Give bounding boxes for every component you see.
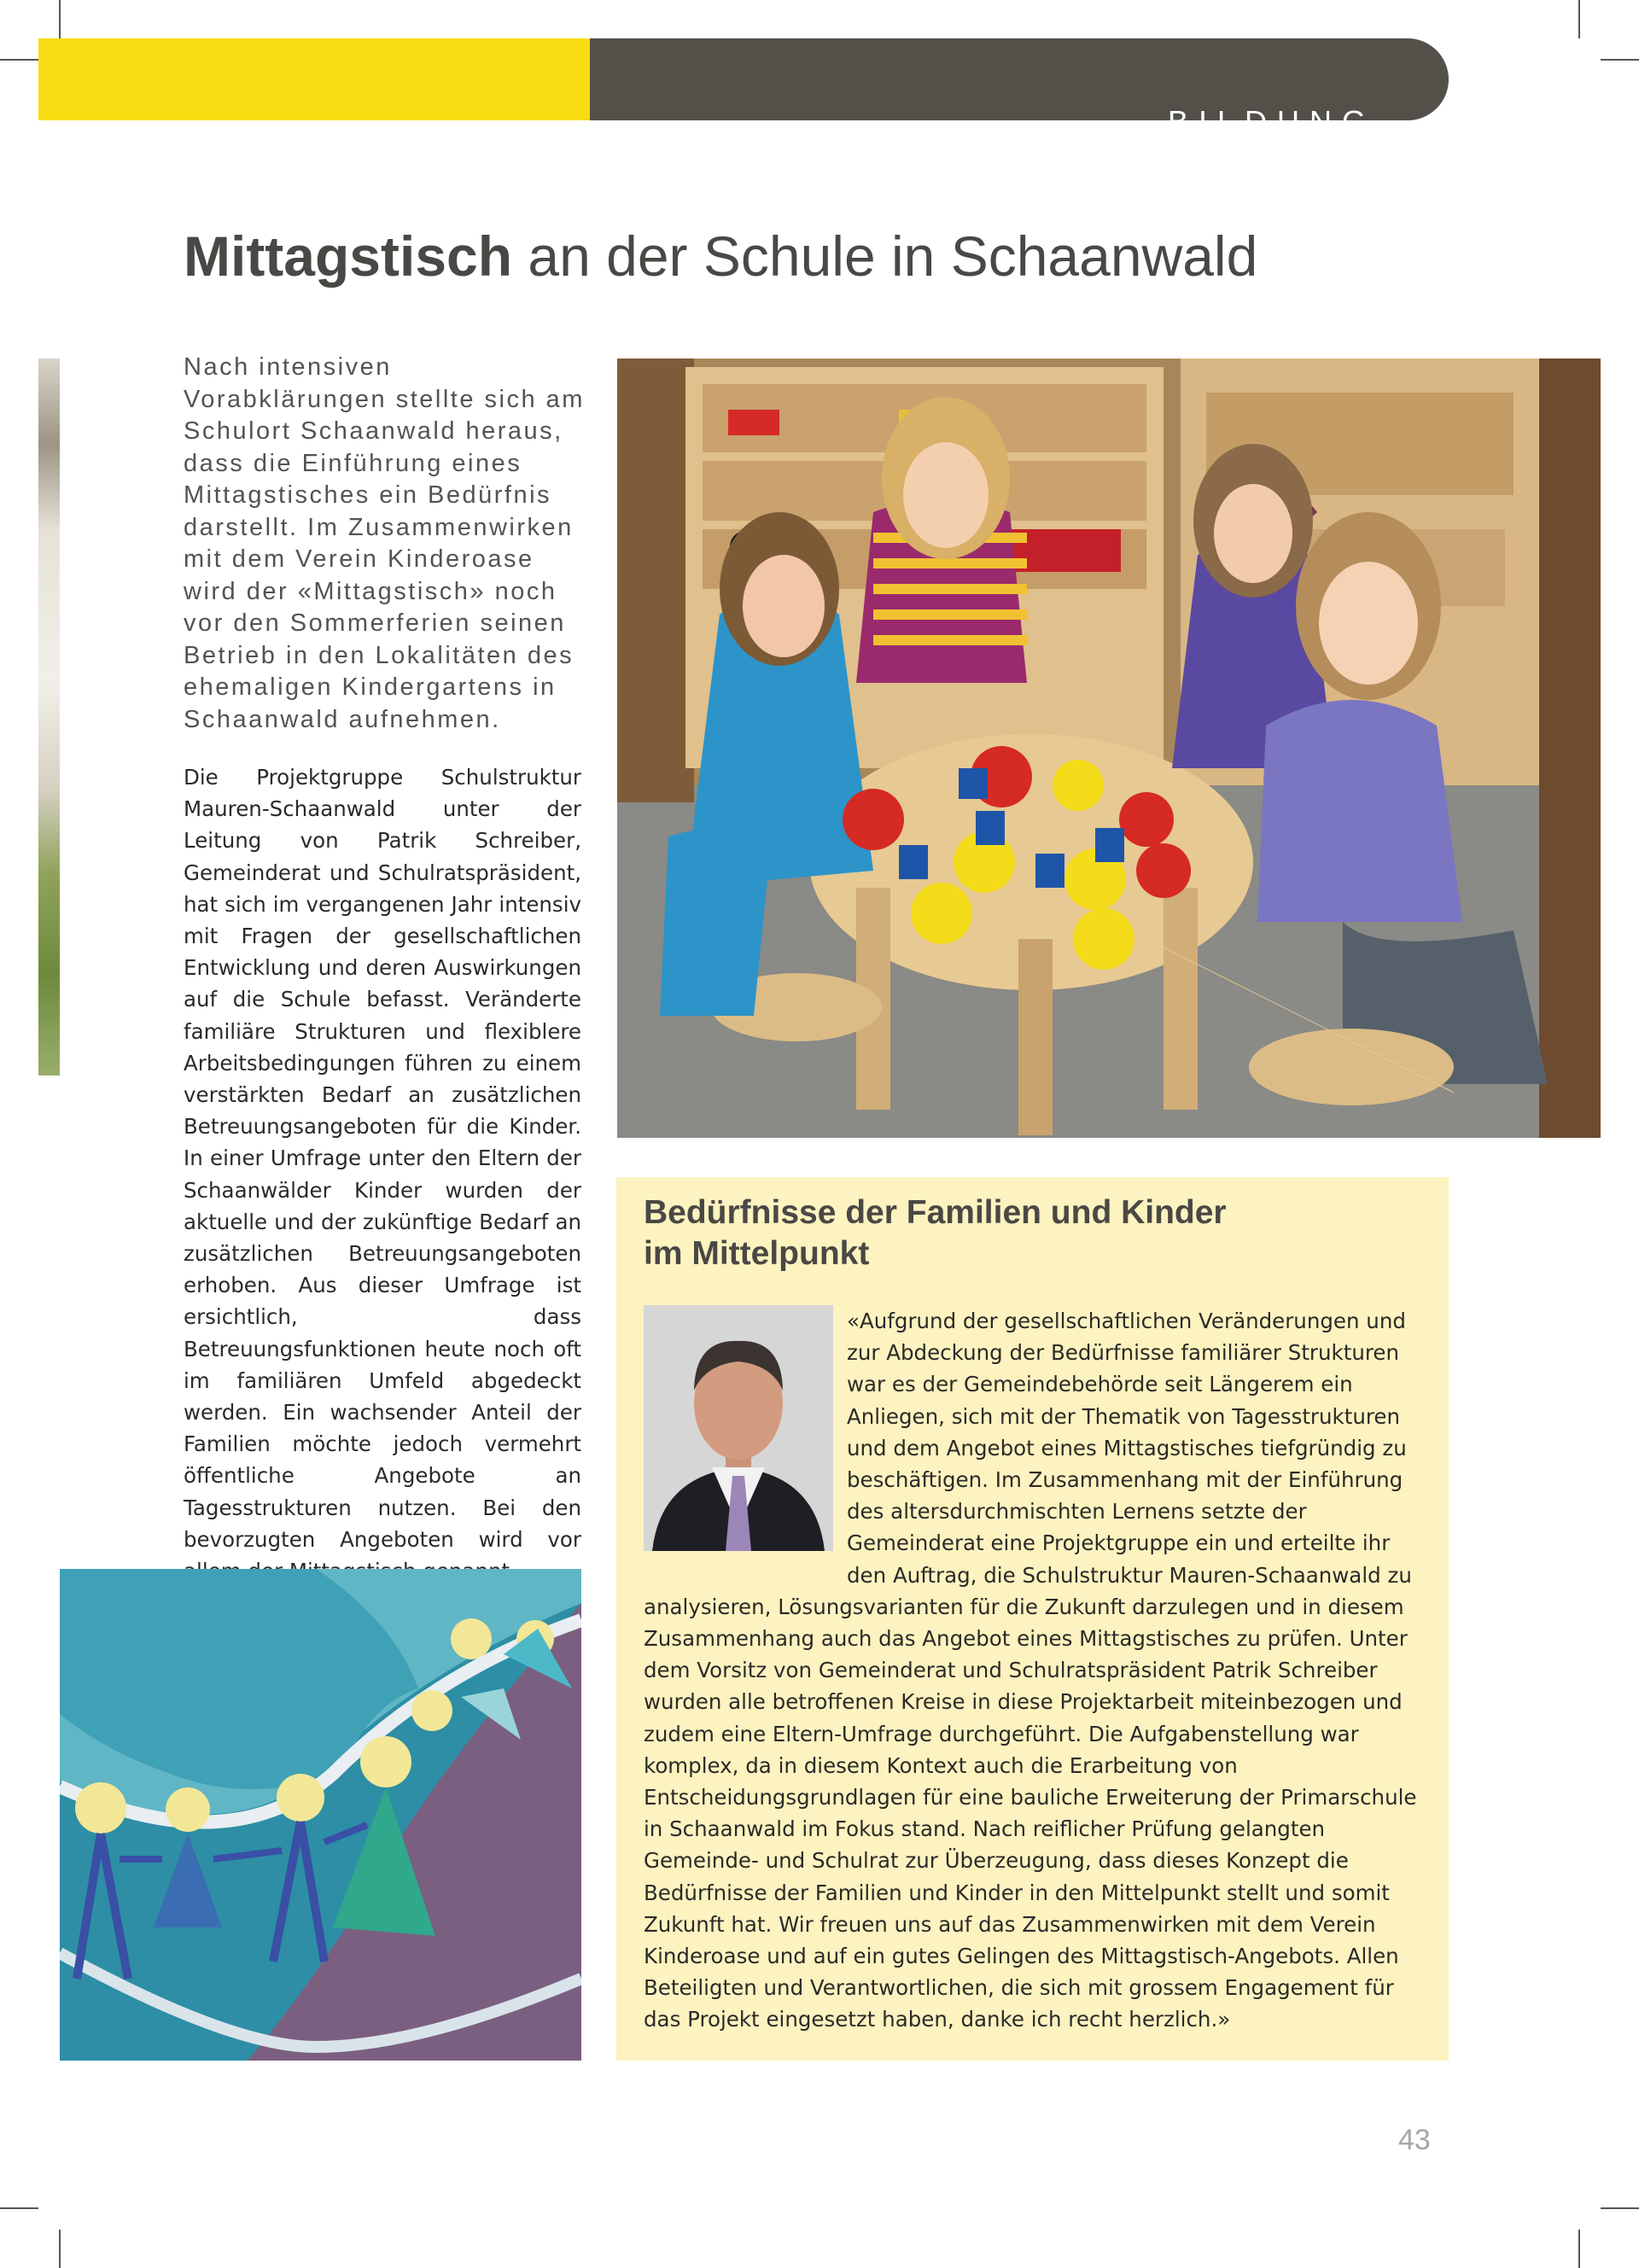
box-title-line2: im Mittelpunkt <box>644 1235 870 1272</box>
page-number: 43 <box>1398 2124 1431 2156</box>
crop-mark <box>1578 2230 1580 2268</box>
crop-mark <box>0 59 38 61</box>
body-paragraph: Die Projektgruppe Schulstruktur Mauren-Schaanwald unter der Leitung von Patrik Schreiber, Gemeinderat und Schulratspräsident, hat sich im vergangenen Jahr intensiv mit Fragen der gesellschaftlichen Entwicklung und deren Auswirkungen auf die Schule befasst. Veränderte familiäre Strukturen und flexiblere Arbeitsbedingungen führen zu einem verstärkten Bedarf an zusätzlichen Betreuungsangeboten für die Kinder. In einer Umfrage unter den Eltern der Schaanwälder Kinder wurden der aktuelle und der zukünftige Bedarf an zusätzlichen Betreuungsangeboten erhoben. Aus dieser Umfrage ist ersichtlich, dass Betreuungsfunktionen heute noch oft im familiären Umfeld abgedeckt werden. Ein wachsender Anteil der Familien möchte jedoch vermehrt öffentliche Angebote an Tagesstrukturen nutzen. Bei den bevorzugten Angeboten wird vor <box>184 765 581 1552</box>
crop-mark <box>59 2230 61 2268</box>
mosaic-artwork-photo <box>60 1569 581 2061</box>
photo-edge-strip <box>38 359 60 1076</box>
quote-text <box>644 1305 1429 2036</box>
title-bold: Mittagstisch <box>184 224 513 288</box>
section-label: BILDUNG <box>1167 104 1376 139</box>
children-at-table-photo <box>617 359 1601 1138</box>
crop-mark <box>1601 2207 1639 2209</box>
quote-box <box>616 1177 1449 2061</box>
header-accent-bar <box>38 38 590 120</box>
intro-paragraph: Nach intensiven Vorabklärungen stellte sich am Schulort Schaanwald heraus, dass die Einführung eines Mittagstisches ein Bedürfnis darstellt. Im Zusammenwirken mit dem Verein Kinderoase wird der «Mittagstisch» noch vor den Sommerferien seinen Betrieb in den Lokalitäten des ehemaligen Kindergartens in Schaanwald aufnehmen. <box>184 353 585 733</box>
box-title-line1: Bedürfnisse der Familien und Kinder <box>644 1194 1227 1231</box>
title-rest: an der Schule in Schaanwald <box>512 224 1258 288</box>
box-title <box>644 1192 1227 1274</box>
crop-mark <box>1578 0 1580 38</box>
crop-mark <box>0 2207 38 2209</box>
crop-mark <box>1601 59 1639 61</box>
quote-body: «Aufgrund der gesellschaftlichen Veränderungen und zur Abdeckung der Bedürfnisse familiärer Strukturen war es der Gemeindebehörde seit Längerem ein Anliegen, sich mit der Thematik von Tagesstrukturen und dem Angebot eines Mittagstisches tiefgründig zu beschäftigen. Im Zusammenhang mit der Einführung des altersdurchmischten Lernens setzte der Gemeinderat eine Projektgruppe ein und erteilte ihr den Auftrag, die Schulstruktur Mauren-Schaanwald zu analysieren, Lösungsvarianten für die Zukunft darzulegen und in diesem Zusammenhang auch das Angebot eines Mittagstisches zu prüfen. Unter dem Vorsitz von Gemeinderat und Schulratspräsident Patrik Schreiber wurden alle betroffenen Kreise in diese Projektarbeit miteinbezogen und zudem eine Eltern-Umfrage durchgeführt. Die Aufgabenstellung war komplex, da in diesem Kontext auch die Erarbeitung von Entscheidungsgrundlagen für eine bauliche Erweiterung der Primarschule in Schaanwald im Fokus stand. Nach reiflicher Prüfung gelangten Gemeinde- und Schulrat zur Überzeugung, dass dieses Konzept die Bedürfnisse der Familien und Kinder in den Mittelpunkt stellt und somit Zukunft hat. Wir freuen uns auf das Zusammenwirken mit dem Verein Kinderoase und auf ein gutes Gelingen des Mittagstisch-Angebots. Allen Beteiligten und Verantwortlichen, die sich mit grossem Engagement für das Projekt eingesetzt haben, danke ich recht herzlich.» <box>644 1309 1417 2032</box>
header-bar <box>590 38 1449 139</box>
page-title <box>184 224 1257 289</box>
crop-mark <box>59 0 61 38</box>
